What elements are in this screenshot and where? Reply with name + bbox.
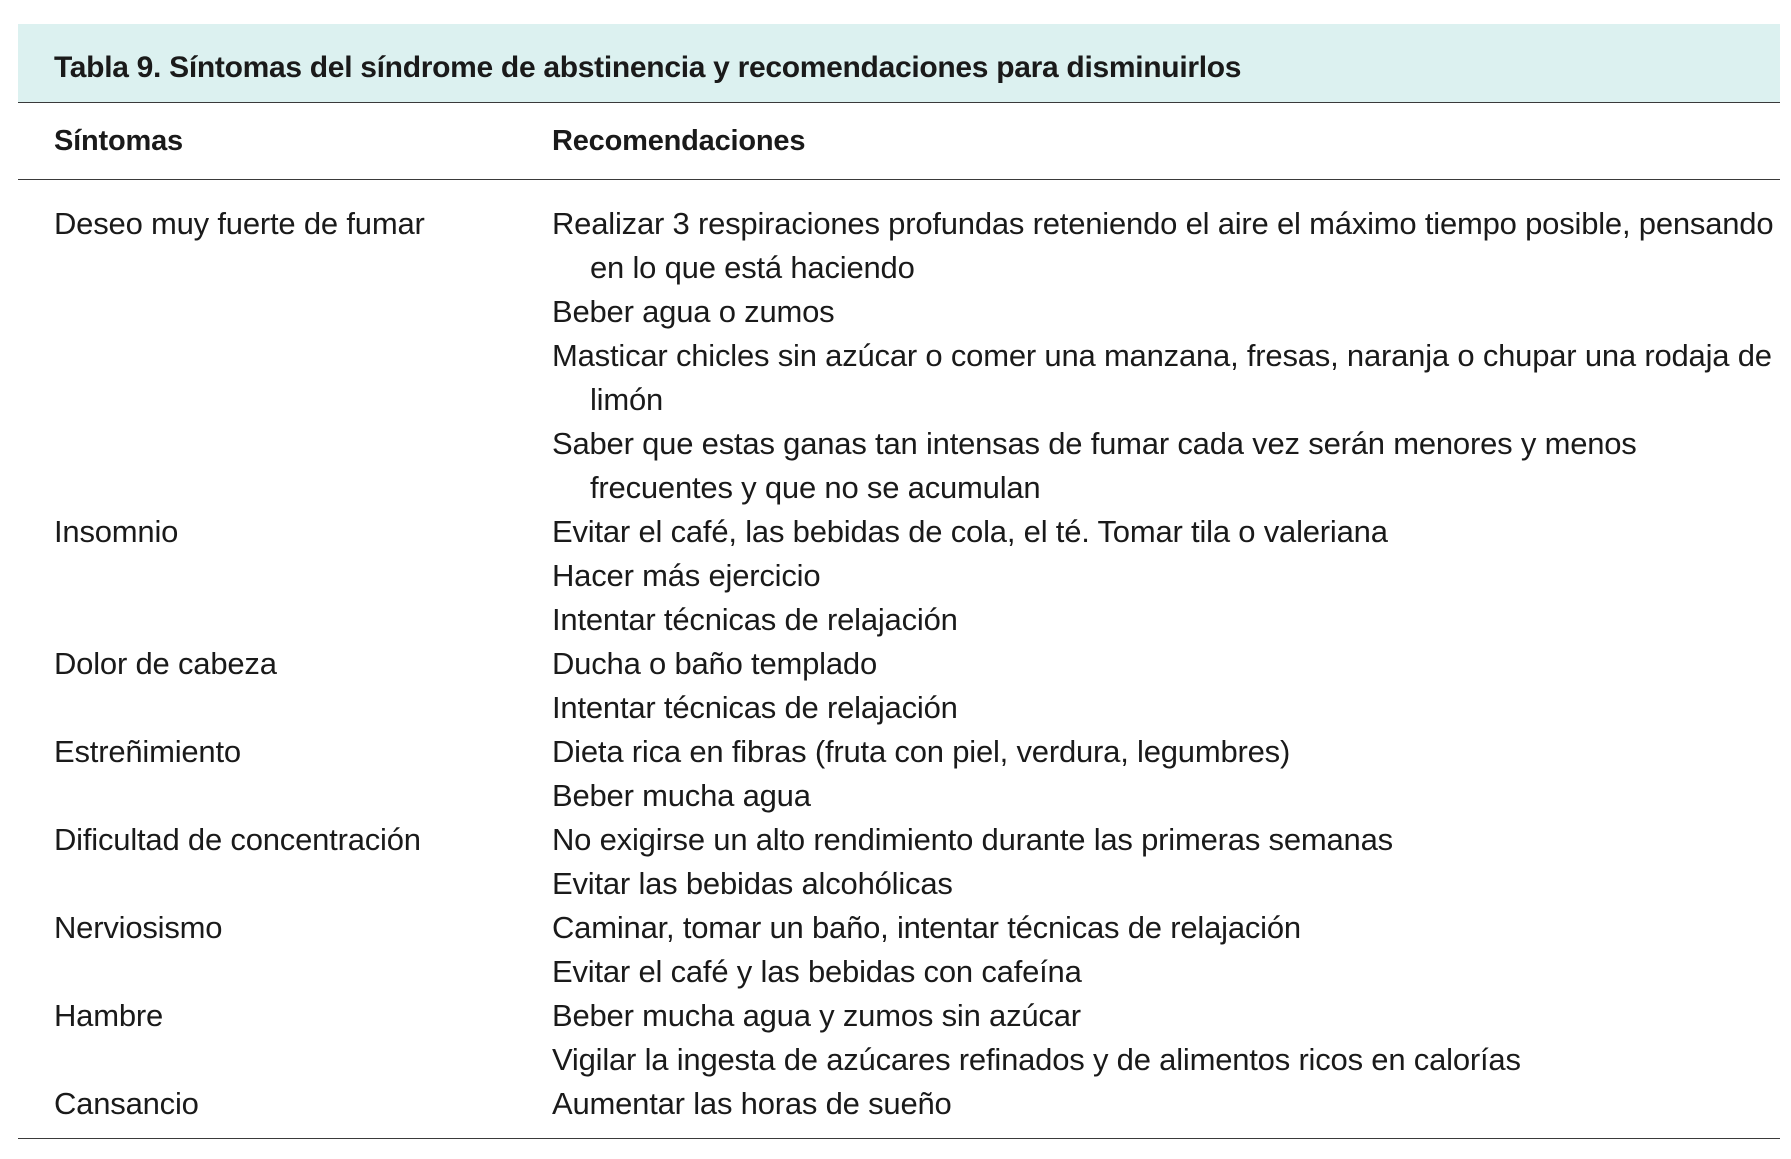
recommendation-item: Ducha o baño templado bbox=[552, 646, 877, 681]
table-row bbox=[18, 906, 1780, 994]
recommendation-item: Evitar el café, las bebidas de cola, el té. Tomar tila o valeriana bbox=[552, 514, 1388, 549]
recommendation-item: Dieta rica en fibras (fruta con piel, verdura, legumbres) bbox=[552, 734, 1291, 769]
table-header-row bbox=[18, 103, 1780, 180]
symptom-cell: Dolor de cabeza bbox=[54, 646, 277, 681]
column-header-symptoms: Síntomas bbox=[54, 124, 183, 157]
recommendation-item: Beber agua o zumos bbox=[552, 294, 835, 329]
recommendations-cell bbox=[552, 730, 1780, 818]
recommendation-item: Saber que estas ganas tan intensas de fumar cada vez serán menores y menos frecuentes y que no se acumulan bbox=[552, 426, 1637, 505]
recommendations-cell bbox=[552, 202, 1780, 510]
recommendation-item: Vigilar la ingesta de azúcares refinados y de alimentos ricos en calorías bbox=[552, 1042, 1521, 1077]
table-row bbox=[18, 818, 1780, 906]
column-header-recommendations: Recomendaciones bbox=[552, 124, 806, 157]
recommendation-item: Realizar 3 respiraciones profundas reteniendo el aire el máximo tiempo posible, pensando en lo que está haciendo bbox=[552, 206, 1774, 285]
recommendation-item: Intentar técnicas de relajación bbox=[552, 602, 958, 637]
symptom-cell: Deseo muy fuerte de fumar bbox=[54, 206, 425, 241]
recommendation-item: Beber mucha agua bbox=[552, 778, 811, 813]
recommendation-item: No exigirse un alto rendimiento durante las primeras semanas bbox=[552, 822, 1393, 857]
recommendation-item: Masticar chicles sin azúcar o comer una manzana, fresas, naranja o chupar una rodaja de limón bbox=[552, 338, 1772, 417]
symptom-cell: Insomnio bbox=[54, 514, 179, 549]
table-row bbox=[18, 1082, 1780, 1126]
symptom-cell: Dificultad de concentración bbox=[54, 822, 421, 857]
table-title: Tabla 9. Síntomas del síndrome de abstinencia y recomendaciones para disminuirlos bbox=[54, 51, 1242, 84]
recommendation-item: Caminar, tomar un baño, intentar técnicas de relajación bbox=[552, 910, 1301, 945]
recommendation-item: Hacer más ejercicio bbox=[552, 558, 821, 593]
table-row bbox=[18, 994, 1780, 1082]
recommendation-item: Intentar técnicas de relajación bbox=[552, 690, 958, 725]
recommendation-item: Evitar las bebidas alcohólicas bbox=[552, 866, 953, 901]
table-row bbox=[18, 510, 1780, 642]
table-body bbox=[18, 180, 1780, 1139]
symptoms-table bbox=[18, 24, 1780, 1139]
symptom-cell: Hambre bbox=[54, 998, 164, 1033]
symptom-cell: Cansancio bbox=[54, 1086, 199, 1121]
recommendations-cell bbox=[552, 818, 1780, 906]
recommendation-item: Evitar el café y las bebidas con cafeína bbox=[552, 954, 1082, 989]
recommendations-cell bbox=[552, 642, 1780, 730]
recommendations-cell bbox=[552, 994, 1780, 1082]
table-caption bbox=[18, 24, 1780, 103]
recommendation-item: Aumentar las horas de sueño bbox=[552, 1086, 952, 1121]
table-row bbox=[18, 202, 1780, 510]
symptom-cell: Estreñimiento bbox=[54, 734, 241, 769]
table-row bbox=[18, 642, 1780, 730]
recommendations-cell bbox=[552, 510, 1780, 642]
recommendation-item: Beber mucha agua y zumos sin azúcar bbox=[552, 998, 1081, 1033]
table-row bbox=[18, 730, 1780, 818]
recommendations-cell bbox=[552, 1082, 1780, 1126]
symptom-cell: Nerviosismo bbox=[54, 910, 223, 945]
recommendations-cell bbox=[552, 906, 1780, 994]
